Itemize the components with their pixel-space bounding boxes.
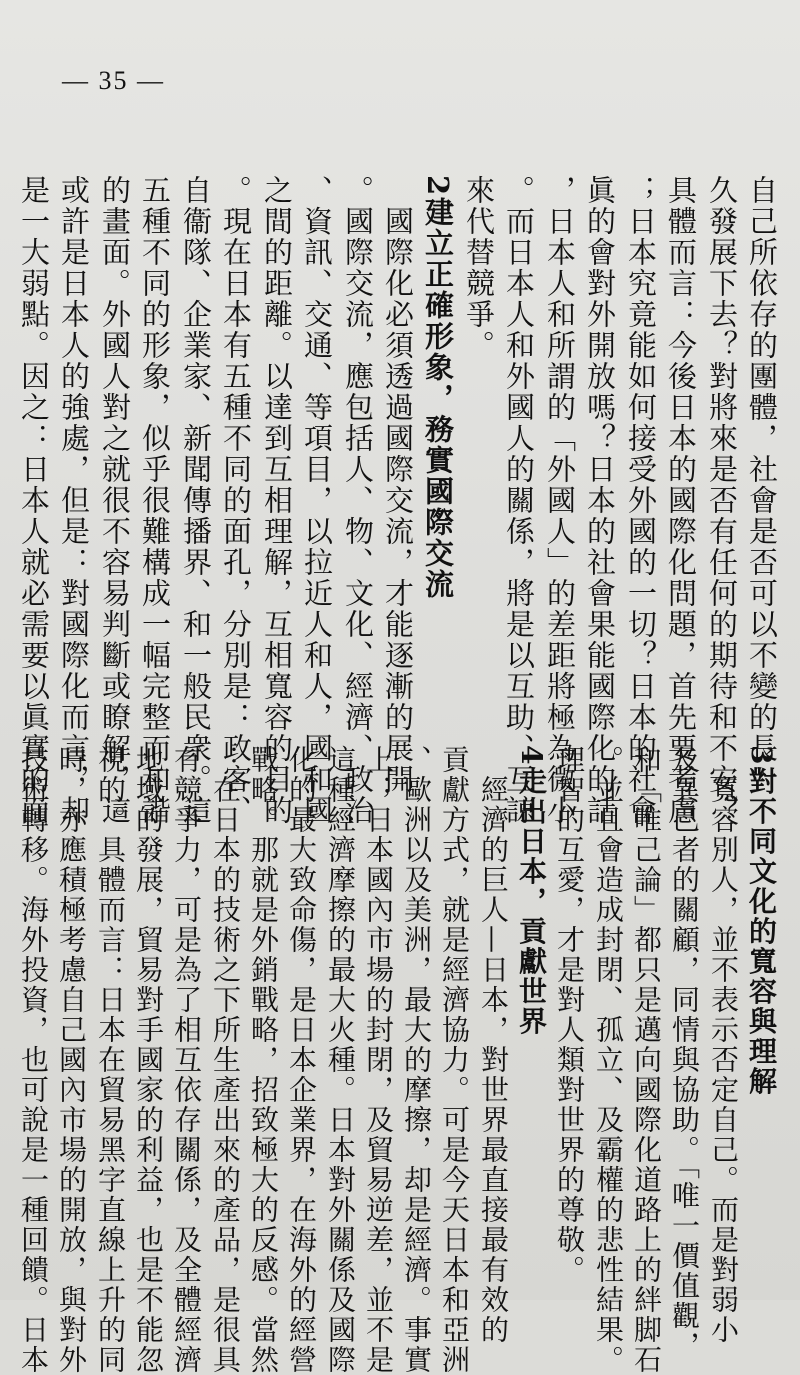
text-column: ：在日本的技術之下所生產出來的產品，是很具 (209, 745, 242, 1375)
text-column: 技術轉移。海外投資，也可說是一種回饋。日本 (17, 745, 50, 1375)
text-column: 是一大弱點。因之：日本人就必需要以眞實的面 (17, 175, 51, 826)
text-column: 自衞隊、企業家、新聞傳播界、和一般民衆。這 (179, 175, 213, 826)
text-column: 之間的距離。以達到互相理解，互相寬容的目的 (260, 175, 294, 826)
text-column: 自己所依存的團體，社會是否可以不變的長 (745, 175, 779, 764)
text-column: 五種不同的形象，似乎很難構成一幅完整而和諧 (138, 175, 172, 826)
text-column: 、資訊、交通、等項目，以拉近人和人，國和國 (300, 175, 334, 826)
text-column: 寬容別人，並不表示否定自己。而是對弱小 (707, 745, 740, 1345)
text-column: 戰略。那就是外銷戰略，招致極大的反感。當然 (247, 745, 280, 1375)
text-column: 時，亦應積極考慮自己國內市場的開放，與對外 (55, 745, 88, 1375)
text-column: 眞的會對外開放嗎？日本的社會果能國際化的話 (583, 175, 617, 826)
text-column: ；日本究竟能如何接受外國的一切？日本的社會 (624, 175, 658, 826)
text-column: 視的。具體而言：日本在貿易黑字直線上升的同 (94, 745, 127, 1375)
text-column: 或許是日本人的強處，但是：對國際化而言，却 (57, 175, 91, 826)
section-heading-3: 3對不同文化的寬容與理解 (745, 745, 778, 1097)
text-column: 這種經濟摩擦的最大火種。日本對外關係及國際 (324, 745, 357, 1375)
text-column: 和「唯己論」都只是邁向國際化道路上的絆脚石 (630, 745, 663, 1375)
text-column: 貢獻方式，就是經濟協力。可是今天日本和亞洲 (438, 745, 471, 1375)
text-column: 經濟的巨人—日本，對世界最直接最有效的 (477, 745, 510, 1345)
text-column: 理智的互愛，才是對人類對世界的尊敬。 (553, 745, 586, 1285)
text-column: 、歐洲以及美洲，最大的摩擦，却是經濟。事實 (400, 745, 433, 1375)
text-column: 。國際交流，應包括人、物、文化、經濟、政治 (341, 175, 375, 826)
text-column: 化的最大致命傷，是日本企業界，在海外的經營 (285, 745, 318, 1375)
text-column: 國際化必須透過國際交流，才能逐漸的展開 (381, 175, 415, 795)
text-column: 。而日本人和外國人的關係，將是以互助、互諒 (502, 175, 536, 826)
text-column: 來代替競爭。 (462, 175, 496, 361)
text-column: 久發展下去？對將來是否有任何的期待和不安？ (705, 175, 739, 826)
text-column: ，日本人和所謂的「外國人」的差距將極為微小 (543, 175, 577, 826)
text-column: 有競爭力，可是為了相互依存關係，及全體經濟 (170, 745, 203, 1375)
page-number: — 35 — (62, 66, 165, 95)
section-heading-2: 2建立正確形象，務實國際交流 (421, 175, 455, 601)
text-column: 的畫面。外國人對之就很不容易判斷或瞭解，這 (98, 175, 132, 826)
section-heading-4: 4走出日本，貢獻世界 (515, 745, 548, 1037)
text-column: 上；日本國內市場的封閉，及貿易逆差，並不是 (362, 745, 395, 1375)
text-column: 。並且會造成封閉、孤立、及霸權的悲性結果。 (592, 745, 625, 1375)
text-column: 具體而言：今後日本的國際化問題，首先要考慮 (664, 175, 698, 826)
text-column: 地域的發展，貿易對手國家的利益，也是不能忽 (132, 745, 165, 1375)
text-column: 及異己者的關顧，同情與協助。「唯一價值觀， (668, 745, 701, 1361)
text-column: 。現在日本有五種不同的面孔，分別是：政客、 (219, 175, 253, 826)
